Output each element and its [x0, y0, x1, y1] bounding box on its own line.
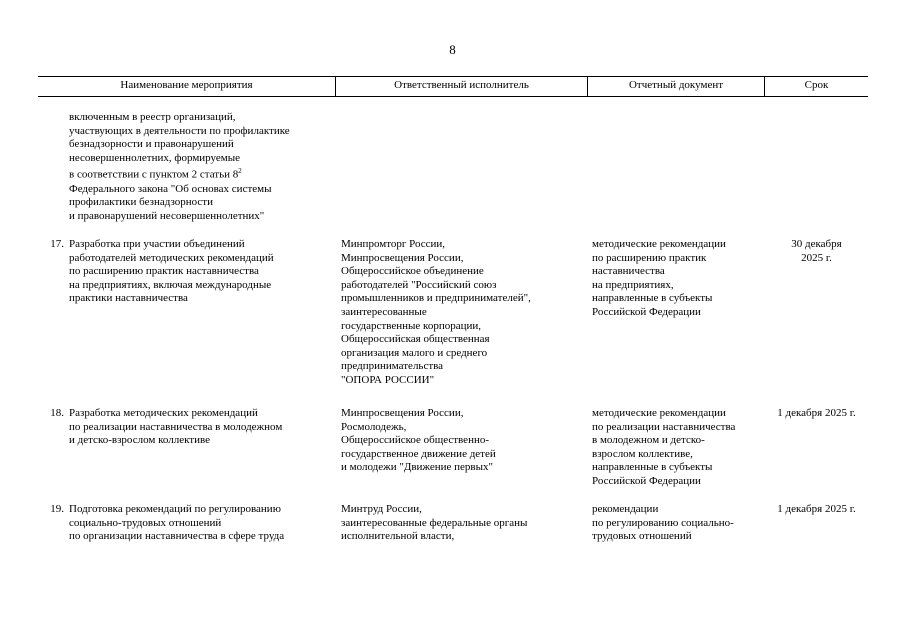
row-document: рекомендации по регулированию социально- трудовых отношений: [592, 503, 734, 543]
row-executor: Минпромторг России, Минпросвещения России, Общероссийское объединение работодателей "Российский союз промышленников и предпринимателей", заинтересованные государственные корпорации, Общероссийская общественная организация малого и среднего предпринимательства "ОПОРА РОССИИ": [341, 238, 531, 386]
header-name: Наименование мероприятия: [120, 79, 253, 91]
row-executor: Минпросвещения России, Росмолодежь, Общероссийское общественно- государственное движение детей и молодежи "Движение первых": [341, 407, 496, 474]
header-executor: Ответственный исполнитель: [394, 79, 529, 91]
table-header-bottom-border: [38, 96, 868, 97]
row-document: методические рекомендации по реализации наставничества в молодежном и детско- взрослом коллективе, направленные в субъекты Российской Федерации: [592, 407, 736, 487]
row-deadline: 30 декабря 2025 г.: [791, 238, 842, 264]
row-name: Разработка при участии объединений работодателей методических рекомендаций по расширению практик наставничества на предприятиях, включая международные практики наставничества: [69, 238, 274, 305]
row-deadline: 1 декабря 2025 г.: [777, 503, 856, 515]
row-executor: Минтруд России, заинтересованные федеральные органы исполнительной власти,: [341, 503, 528, 543]
row-number: 18.: [50, 407, 64, 419]
table-header-top-border: [38, 76, 868, 77]
continuation-name: включенным в реестр организаций, участвующих в деятельности по профилактике безнадзорности и правонарушений несовершеннолетних, формируемые в соответствии с пунктом 2 статьи $8^2$ Федерального закона "Об основах системы профилактики безнадзорности и правонарушений несовершеннолетних": [69, 111, 290, 222]
header-deadline: Срок: [804, 79, 829, 91]
row-name: Подготовка рекомендаций по регулированию социально-трудовых отношений по организации наставничества в сфере труда: [69, 503, 285, 543]
row-name: Разработка методических рекомендаций по реализации наставничества в молодежном и детско-взрослом коллективе: [69, 407, 283, 447]
page-number: 8: [449, 42, 456, 57]
superscript: 2: [238, 167, 242, 176]
row-number: 17.: [50, 238, 64, 250]
row-document: методические рекомендации по расширению практик наставничества на предприятиях, направленные в субъекты Российской Федерации: [592, 238, 726, 318]
row-deadline: 1 декабря 2025 г.: [777, 407, 856, 419]
row-number: 19.: [50, 503, 64, 515]
header-document: Отчетный документ: [628, 79, 724, 91]
